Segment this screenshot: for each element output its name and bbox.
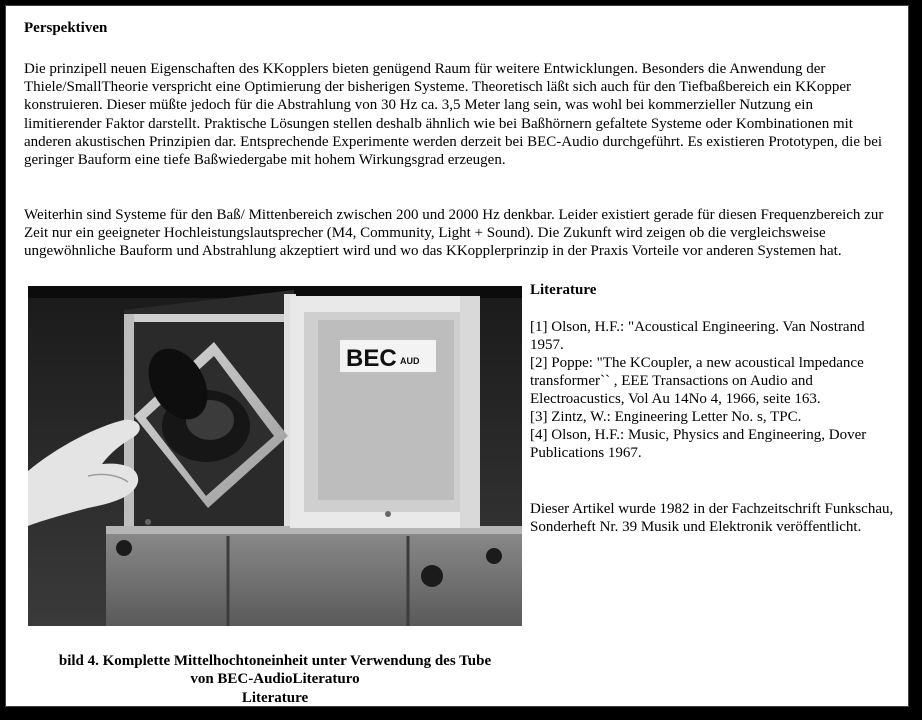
reference-item: [3] Zintz, W.: Engineering Letter No. s, TPC. (530, 409, 802, 425)
speaker-photo (28, 286, 522, 626)
reference-item: [2] Poppe: "The KCoupler, a new acoustical lmpedance transformer`` , EEE Transactions on Audio and Electroacustics, Vol Au 14No 4, 1966, seite 163. (530, 355, 864, 407)
reference-item: [4] Olson, H.F.: Music, Physics and Engineering, Dover Publications 1967. (530, 427, 867, 461)
paragraph-midrange: Weiterhin sind Systeme für den Baß/ Mittenbereich zwischen 200 und 2000 Hz denkbar. Leider existiert gerade für diesen Frequenzbereich zur Zeit nur ein geeigneter Hochleistungslautsprecher (M4, Community, Light + Sound). Die Zukunft wird zeigen ob die vergleichsweise ungewöhnliche Bauform und Abstrahlung akzeptiert wird und wo das KKopplerprinzip in der Praxis Vorteile vor anderen Systemen hat. (24, 207, 884, 260)
bec-logo-text: BEC (346, 345, 397, 372)
paragraph-perspectives: Die prinzipell neuen Eigenschaften des KKopplers bieten genügend Raum für weitere Entwicklungen. Besonders die Anwendung der Thiele/SmallTheorie verspricht eine Optimierung der bisherigen Systeme. Theoretisch läßt sich auch für den Tiefbaßbereich ein KKopper konstruieren. Dieser müßte jedoch für die Abstrahlung von 30 Hz ca. 3,5 Meter lang sein, was wohl bei kommerzieller Nutzung ein limitierender Faktor darstellt. Praktische Lösungen stellen deshalb ähnlich wie bei Baßhörnern gefaltete Systeme oder Kombinationen mit anderen akustischen Prinzipien dar. Entsprechende Experimente werden derzeit bei BEC-Audio durchgeführt. Es existieren Prototypen, die bei geringer Bauform eine tiefe Baßwiedergabe mit hohem Wirkungsgrad erzeugen. (24, 61, 883, 169)
caption-line-1: bild 4. Komplette Mittelhochtoneinheit unter Verwendung des Tube (58, 653, 492, 669)
figure-caption (28, 652, 522, 707)
literature-heading: Literature (530, 282, 597, 298)
caption-line-3: Literature (241, 689, 309, 706)
bec-logo-suffix: AUD (400, 356, 420, 366)
reference-list (530, 318, 900, 462)
publication-note: Dieser Artikel wurde 1982 in der Fachzeitschrift Funkschau, Sonderheft Nr. 39 Musik und Elektronik veröffentlicht. (530, 501, 894, 535)
document-page (6, 6, 908, 706)
reference-item: [1] Olson, H.F.: "Acoustical Engineering. Van Nostrand 1957. (530, 319, 865, 353)
section-heading: Perspektiven (24, 20, 108, 36)
caption-line-2: von BEC-AudioLiteraturo (190, 671, 360, 688)
